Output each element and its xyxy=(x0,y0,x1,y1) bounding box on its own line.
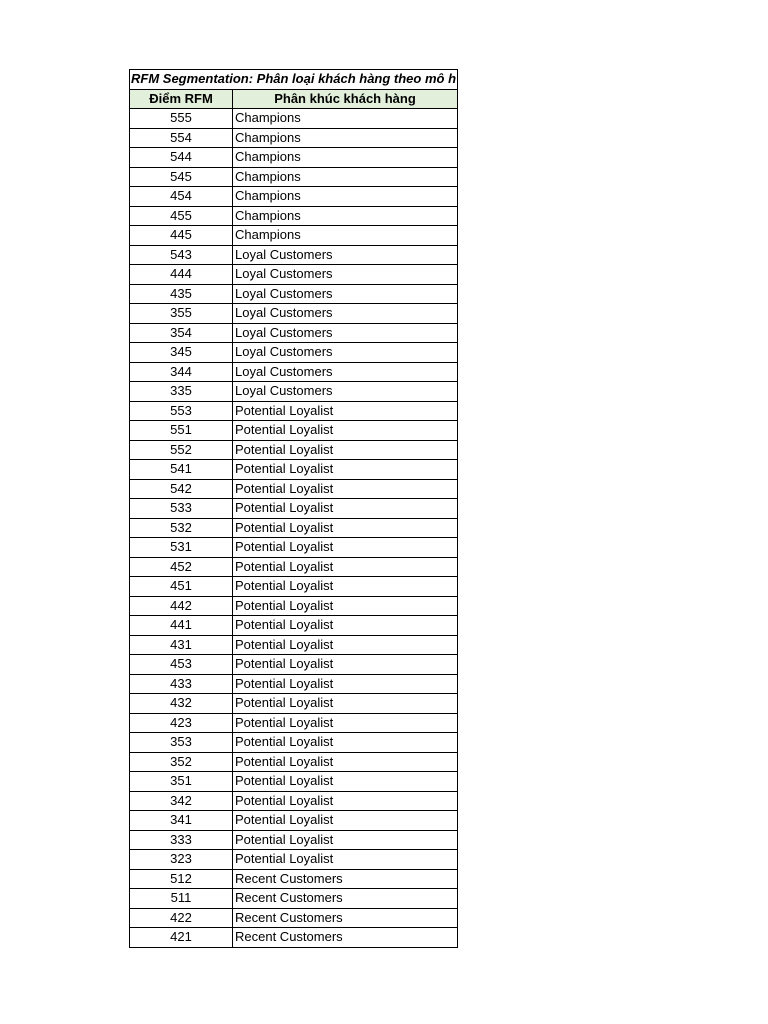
rfm-score-cell: 344 xyxy=(130,362,233,382)
segment-cell: Recent Customers xyxy=(233,908,458,928)
table-row xyxy=(130,362,458,382)
rfm-score-cell: 441 xyxy=(130,616,233,636)
table-row xyxy=(130,343,458,363)
table-row xyxy=(130,928,458,948)
rfm-score-cell: 444 xyxy=(130,265,233,285)
table-row xyxy=(130,869,458,889)
table-row xyxy=(130,791,458,811)
table-row xyxy=(130,265,458,285)
segment-cell: Potential Loyalist xyxy=(233,733,458,753)
table-row xyxy=(130,284,458,304)
table-title: RFM Segmentation: Phân loại khách hàng theo mô h xyxy=(130,70,458,90)
rfm-score-cell: 341 xyxy=(130,811,233,831)
segment-cell: Potential Loyalist xyxy=(233,538,458,558)
rfm-score-cell: 512 xyxy=(130,869,233,889)
rfm-score-cell: 545 xyxy=(130,167,233,187)
rfm-score-cell: 352 xyxy=(130,752,233,772)
rfm-score-cell: 551 xyxy=(130,421,233,441)
segment-cell: Champions xyxy=(233,187,458,207)
table-row xyxy=(130,908,458,928)
rfm-score-cell: 355 xyxy=(130,304,233,324)
rfm-score-cell: 511 xyxy=(130,889,233,909)
table-row xyxy=(130,109,458,129)
rfm-score-cell: 541 xyxy=(130,460,233,480)
segment-cell: Potential Loyalist xyxy=(233,557,458,577)
segment-cell: Potential Loyalist xyxy=(233,421,458,441)
segment-cell: Champions xyxy=(233,148,458,168)
rfm-score-cell: 451 xyxy=(130,577,233,597)
rfm-score-cell: 543 xyxy=(130,245,233,265)
segment-cell: Loyal Customers xyxy=(233,284,458,304)
rfm-score-cell: 533 xyxy=(130,499,233,519)
table-row xyxy=(130,811,458,831)
table-row xyxy=(130,772,458,792)
table-row xyxy=(130,226,458,246)
rfm-score-cell: 552 xyxy=(130,440,233,460)
segment-cell: Loyal Customers xyxy=(233,265,458,285)
table-row xyxy=(130,460,458,480)
segment-cell: Potential Loyalist xyxy=(233,518,458,538)
rfm-score-cell: 422 xyxy=(130,908,233,928)
rfm-score-cell: 531 xyxy=(130,538,233,558)
segment-cell: Potential Loyalist xyxy=(233,440,458,460)
rfm-score-cell: 453 xyxy=(130,655,233,675)
rfm-score-cell: 554 xyxy=(130,128,233,148)
segment-cell: Loyal Customers xyxy=(233,304,458,324)
table-row xyxy=(130,187,458,207)
rfm-score-cell: 442 xyxy=(130,596,233,616)
table-row xyxy=(130,499,458,519)
segment-cell: Champions xyxy=(233,167,458,187)
rfm-segment-table xyxy=(129,69,458,948)
table-row xyxy=(130,596,458,616)
table-row xyxy=(130,323,458,343)
rfm-score-cell: 342 xyxy=(130,791,233,811)
table-row xyxy=(130,577,458,597)
segment-cell: Loyal Customers xyxy=(233,323,458,343)
table-row xyxy=(130,694,458,714)
segment-cell: Potential Loyalist xyxy=(233,713,458,733)
rfm-score-cell: 542 xyxy=(130,479,233,499)
table-row xyxy=(130,206,458,226)
rfm-score-cell: 445 xyxy=(130,226,233,246)
segment-cell: Loyal Customers xyxy=(233,362,458,382)
rfm-score-cell: 432 xyxy=(130,694,233,714)
segment-cell: Potential Loyalist xyxy=(233,811,458,831)
segment-cell: Potential Loyalist xyxy=(233,830,458,850)
table-row xyxy=(130,557,458,577)
segment-cell: Recent Customers xyxy=(233,928,458,948)
rfm-score-cell: 435 xyxy=(130,284,233,304)
table-row xyxy=(130,518,458,538)
table-row xyxy=(130,830,458,850)
rfm-score-cell: 555 xyxy=(130,109,233,129)
rfm-score-cell: 335 xyxy=(130,382,233,402)
rfm-score-cell: 323 xyxy=(130,850,233,870)
table-body xyxy=(130,109,458,948)
segment-cell: Champions xyxy=(233,206,458,226)
segment-cell: Potential Loyalist xyxy=(233,499,458,519)
table-row xyxy=(130,421,458,441)
table-row xyxy=(130,401,458,421)
table-row xyxy=(130,850,458,870)
table-row xyxy=(130,713,458,733)
rfm-score-cell: 354 xyxy=(130,323,233,343)
table-row xyxy=(130,635,458,655)
segment-cell: Champions xyxy=(233,109,458,129)
segment-cell: Potential Loyalist xyxy=(233,479,458,499)
rfm-score-cell: 353 xyxy=(130,733,233,753)
rfm-score-cell: 532 xyxy=(130,518,233,538)
rfm-score-cell: 431 xyxy=(130,635,233,655)
header-row xyxy=(130,89,458,109)
segment-cell: Potential Loyalist xyxy=(233,850,458,870)
rfm-score-cell: 452 xyxy=(130,557,233,577)
rfm-score-cell: 544 xyxy=(130,148,233,168)
table-row xyxy=(130,616,458,636)
segment-cell: Potential Loyalist xyxy=(233,577,458,597)
table-row xyxy=(130,479,458,499)
rfm-score-cell: 421 xyxy=(130,928,233,948)
segment-cell: Recent Customers xyxy=(233,869,458,889)
segment-cell: Potential Loyalist xyxy=(233,460,458,480)
rfm-score-cell: 345 xyxy=(130,343,233,363)
segment-cell: Potential Loyalist xyxy=(233,694,458,714)
segment-cell: Potential Loyalist xyxy=(233,791,458,811)
segment-cell: Potential Loyalist xyxy=(233,752,458,772)
table-row xyxy=(130,889,458,909)
table-row xyxy=(130,752,458,772)
segment-cell: Potential Loyalist xyxy=(233,401,458,421)
segment-cell: Potential Loyalist xyxy=(233,635,458,655)
table-row xyxy=(130,304,458,324)
segment-cell: Potential Loyalist xyxy=(233,616,458,636)
segment-cell: Loyal Customers xyxy=(233,382,458,402)
segment-cell: Champions xyxy=(233,226,458,246)
rfm-score-cell: 553 xyxy=(130,401,233,421)
table-row xyxy=(130,655,458,675)
rfm-score-cell: 423 xyxy=(130,713,233,733)
segment-cell: Potential Loyalist xyxy=(233,674,458,694)
table-row xyxy=(130,538,458,558)
rfm-score-cell: 454 xyxy=(130,187,233,207)
table-row xyxy=(130,674,458,694)
title-row xyxy=(130,70,458,90)
segment-cell: Recent Customers xyxy=(233,889,458,909)
table-row xyxy=(130,245,458,265)
segment-cell: Potential Loyalist xyxy=(233,772,458,792)
segment-cell: Loyal Customers xyxy=(233,245,458,265)
table-row xyxy=(130,382,458,402)
header-segment: Phân khúc khách hàng xyxy=(233,89,458,109)
segment-cell: Potential Loyalist xyxy=(233,596,458,616)
segment-cell: Champions xyxy=(233,128,458,148)
rfm-score-cell: 351 xyxy=(130,772,233,792)
header-score: Điểm RFM xyxy=(130,89,233,109)
table-row xyxy=(130,148,458,168)
table-row xyxy=(130,440,458,460)
segment-cell: Potential Loyalist xyxy=(233,655,458,675)
rfm-score-cell: 433 xyxy=(130,674,233,694)
table-row xyxy=(130,167,458,187)
segment-cell: Loyal Customers xyxy=(233,343,458,363)
rfm-score-cell: 333 xyxy=(130,830,233,850)
table-row xyxy=(130,128,458,148)
rfm-score-cell: 455 xyxy=(130,206,233,226)
table-row xyxy=(130,733,458,753)
